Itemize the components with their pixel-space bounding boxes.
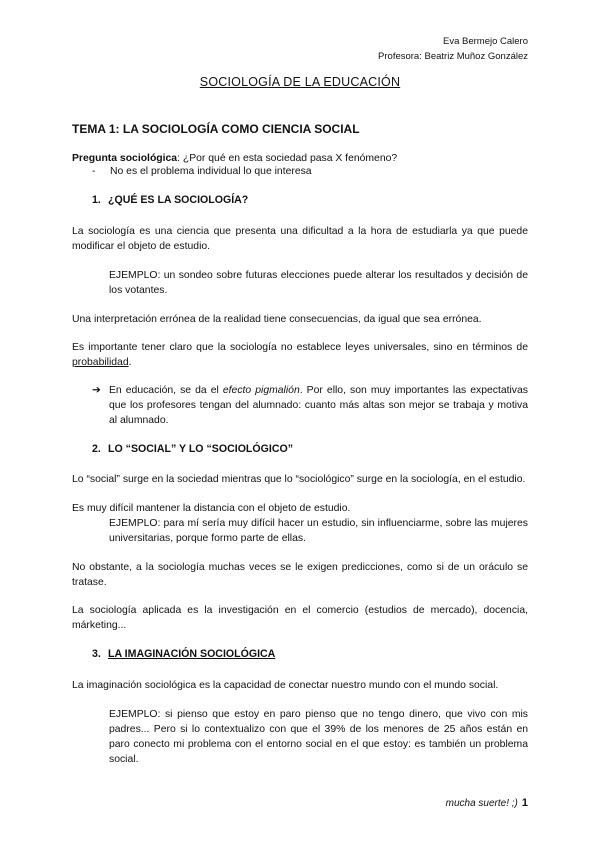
page-header [378,34,528,64]
tema-heading: TEMA 1: LA SOCIOLOGÍA COMO CIENCIA SOCIAL [72,122,360,136]
teacher-name: Profesora: Beatriz Muñoz González [378,51,528,62]
section-1-paragraph-3 [72,340,528,370]
section-1-title: ¿QUÉ ES LA SOCIOLOGÍA? [108,194,249,206]
section-2-example: EJEMPLO: para mí sería muy difícil hacer un estudio, sin influenciarme, sobre las mujeres universitarias, porque formo parte de ellas. [109,518,528,544]
section-3-paragraph-1: La imaginación sociológica es la capacidad de conectar nuestro mundo con el mundo social. [72,680,499,691]
section-1-paragraph-1: La sociología es una ciencia que presenta una dificultad a la hora de estudiarla ya que puede modificar el objeto de estudio. [72,226,528,252]
pregunta-line [72,151,528,166]
pregunta-bullet-text: No es el problema individual lo que interesa [110,166,312,177]
pregunta-text: : ¿Por qué en esta sociedad pasa X fenómeno? [177,153,398,164]
section-2-number: 2. [92,443,101,455]
pregunta-label: Pregunta sociológica [72,153,178,164]
probabilidad-term: probabilidad [72,357,129,368]
section-3-title: LA IMAGINACIÓN SOCIOLÓGICA [108,648,276,660]
section-3-example: EJEMPLO: si pienso que estoy en paro pienso que no tengo dinero, que vivo con mis padres... Pero si lo contextualizo con que el 39% de los menores de 25 años están en paro conecto mi problema con el entorno social en el que estoy: es también un problema social. [109,709,528,765]
document-title: SOCIOLOGÍA DE LA EDUCACIÓN [199,75,401,89]
section-1-number: 1. [92,194,101,206]
section-1-paragraph-2: Una interpretación errónea de la realidad tiene consecuencias, da igual que sea errónea. [72,314,482,325]
section-2-title: LO “SOCIAL” Y LO “SOCIOLÓGICO” [108,443,294,455]
p3-end: . [128,357,132,368]
pregunta-bullet [92,166,312,177]
section-1-example: EJEMPLO: un sondeo sobre futuras elecciones puede alterar los resultados y decisión de los votantes. [109,270,528,296]
arrow-end: . Por ello, son muy importantes las expectativas que los profesores tengan del alumnado: cuanto más altas son mejor se trabaja y motiva al alumnado. [109,385,528,426]
section-3-number: 3. [92,648,101,660]
section-2-paragraph-4: La sociología aplicada es la investigación en el comercio (estudios de mercado), docencia, márketing... [72,605,528,631]
section-1-heading [92,194,248,206]
section-2-heading [92,443,293,455]
section-2-paragraph-2: Es muy difícil mantener la distancia con el objeto de estudio. [72,503,351,514]
p3-start: Es importante tener claro que la sociología no establece leyes universales, sino en términos de [72,342,528,353]
section-2-paragraph-1: Lo “social” surge en la sociedad mientras que lo “sociológico” surge en la sociología, en el estudio. [72,474,526,485]
section-2-paragraph-3: No obstante, a la sociología muchas veces se le exigen predicciones, como si de un oráculo se tratase. [72,562,528,588]
dash-marker: - [92,166,96,177]
arrow-start: En educación, se da el [109,385,223,396]
page-number: 1 [521,797,528,809]
section-1-arrow-point [92,383,528,428]
arrow-icon: ➔ [92,385,101,396]
page-footer [446,797,528,809]
efecto-pigmalion-term: efecto pigmalión [222,385,300,396]
section-3-heading [92,648,275,660]
footer-text: mucha suerte! ;) [445,798,518,809]
author-name: Eva Bermejo Calero [442,36,528,47]
